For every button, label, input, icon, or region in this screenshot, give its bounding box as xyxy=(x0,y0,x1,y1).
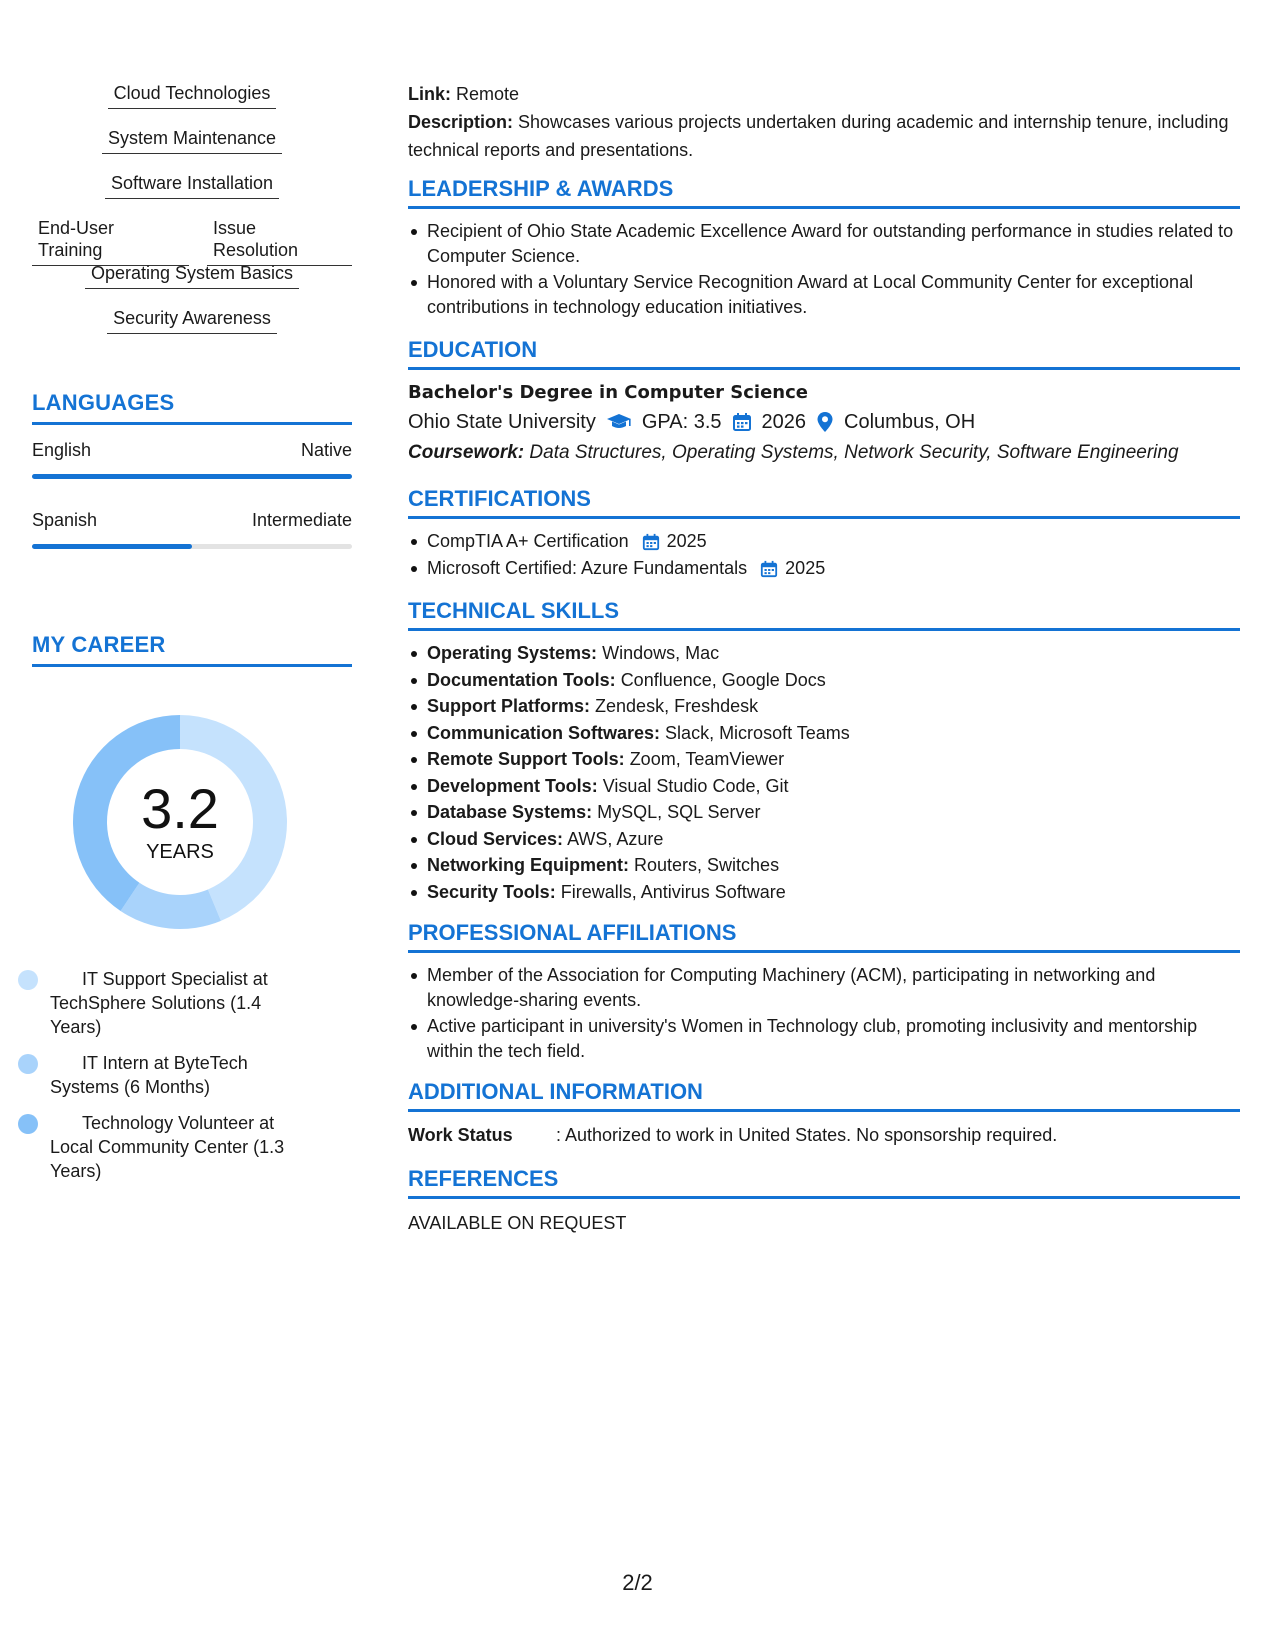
skill-value: Firewalls, Antivirus Software xyxy=(560,881,786,902)
list-item: Recipient of Ohio State Academic Excellence Award for outstanding performance in studies related to Computer Science. xyxy=(408,219,1240,268)
project-link-value: Remote xyxy=(456,84,520,104)
certifications-list xyxy=(408,529,1240,580)
skill-label: Documentation Tools: xyxy=(427,669,616,690)
education-coursework xyxy=(408,438,1240,468)
skill-tag: Software Installation xyxy=(105,168,279,199)
work-status xyxy=(408,1122,1240,1148)
project-link xyxy=(408,80,1240,108)
project-link-label: Link: xyxy=(408,84,451,104)
technical-skills-title: TECHNICAL SKILLS xyxy=(408,598,1240,631)
skill-label: Development Tools: xyxy=(427,775,598,796)
skill-tag: System Maintenance xyxy=(102,123,282,154)
education-title: EDUCATION xyxy=(408,337,1240,370)
coursework-label: Coursework: xyxy=(408,442,525,463)
skill-row xyxy=(32,123,352,168)
skill-tag: Issue Resolution xyxy=(207,213,352,266)
career-legend-item xyxy=(50,1051,292,1099)
graduation-cap-icon xyxy=(606,412,632,432)
certifications-title: CERTIFICATIONS xyxy=(408,486,1240,519)
list-item xyxy=(408,721,1240,746)
skill-value: Zendesk, Freshdesk xyxy=(595,696,759,716)
career-legend xyxy=(32,967,292,1183)
list-item xyxy=(408,529,1240,554)
list-item: Member of the Association for Computing Machinery (ACM), participating in networking and knowledge-sharing events. xyxy=(408,963,1240,1012)
skill-row xyxy=(32,78,352,123)
list-item xyxy=(408,880,1240,905)
skill-tags xyxy=(32,78,352,348)
education-degree: Bachelor's Degree in Computer Science xyxy=(408,382,808,403)
career-total-years: 3.2 xyxy=(141,776,219,840)
language-item xyxy=(32,509,352,549)
skill-value: Windows, Mac xyxy=(602,643,720,663)
language-name: Spanish xyxy=(32,510,98,530)
career-label: IT Support Specialist at TechSphere Solutions (1.4 Years) xyxy=(50,969,268,1037)
skill-tag: Cloud Technologies xyxy=(108,78,277,109)
languages-title: LANGUAGES xyxy=(32,390,352,425)
skill-label: Support Platforms: xyxy=(427,696,591,716)
skill-label: Security Tools: xyxy=(427,881,556,902)
references-title: REFERENCES xyxy=(408,1166,1240,1199)
language-bar xyxy=(32,474,352,479)
project-desc-value: Showcases various projects undertaken during academic and internship tenure, including technical reports and presentations. xyxy=(408,112,1229,160)
cert-year: 2025 xyxy=(785,557,826,578)
work-status-label: Work Status xyxy=(408,1125,513,1145)
career-label: IT Intern at ByteTech Systems (6 Months) xyxy=(50,1053,248,1097)
language-bar xyxy=(32,544,352,549)
languages-section xyxy=(32,390,352,549)
skill-row xyxy=(32,303,352,348)
skill-tag: Security Awareness xyxy=(107,303,277,334)
skill-value: Slack, Microsoft Teams xyxy=(665,722,850,743)
legend-dot-icon xyxy=(18,1114,38,1134)
technical-skills-list xyxy=(408,641,1240,904)
project-desc-label: Description: xyxy=(408,112,514,132)
skill-tag: End-User Training xyxy=(32,213,189,266)
language-bar-fill xyxy=(32,474,352,479)
career-donut-chart xyxy=(65,707,295,937)
donut-center xyxy=(65,707,295,937)
language-bar-fill xyxy=(32,544,192,549)
skill-value: Visual Studio Code, Git xyxy=(602,775,789,796)
skill-label: Database Systems: xyxy=(427,802,593,822)
list-item xyxy=(408,556,1240,581)
map-pin-icon xyxy=(816,411,834,433)
calendar-icon xyxy=(760,560,778,578)
calendar-icon xyxy=(642,533,660,551)
cert-year: 2025 xyxy=(666,531,707,551)
skill-value: Zoom, TeamViewer xyxy=(629,749,785,769)
skill-label: Communication Softwares: xyxy=(427,722,661,743)
list-item xyxy=(408,853,1240,878)
legend-dot-icon xyxy=(18,1054,38,1074)
education-school: Ohio State University xyxy=(408,411,596,433)
left-column xyxy=(32,78,352,1181)
list-item: Honored with a Voluntary Service Recognition Award at Local Community Center for exceptional contributions in technology education initiatives. xyxy=(408,270,1240,319)
skill-value: Confluence, Google Docs xyxy=(620,669,826,690)
legend-dot-icon xyxy=(18,970,38,990)
education-details xyxy=(408,406,1240,438)
skill-value: MySQL, SQL Server xyxy=(597,802,761,822)
skill-row xyxy=(32,213,352,258)
skill-tag: Operating System Basics xyxy=(85,258,299,289)
leadership-title: LEADERSHIP & AWARDS xyxy=(408,176,1240,209)
career-years-unit: YEARS xyxy=(146,840,214,863)
language-item xyxy=(32,439,352,479)
list-item xyxy=(408,747,1240,772)
list-item xyxy=(408,800,1240,825)
affiliations-list xyxy=(408,963,1240,1063)
education-location: Columbus, OH xyxy=(844,411,976,433)
career-section xyxy=(32,632,352,1195)
calendar-icon xyxy=(732,412,752,432)
list-item xyxy=(408,827,1240,852)
list-item: Active participant in university's Women in Technology club, promoting inclusivity and mentorship within the tech field. xyxy=(408,1014,1240,1063)
skill-label: Cloud Services: xyxy=(427,828,564,849)
skill-label: Networking Equipment: xyxy=(427,855,629,875)
coursework-value: Data Structures, Operating Systems, Network Security, Software Engineering xyxy=(529,442,1179,463)
additional-info-title: ADDITIONAL INFORMATION xyxy=(408,1079,1240,1112)
education-year: 2026 xyxy=(761,411,807,433)
skill-value: Routers, Switches xyxy=(634,855,780,875)
skill-label: Operating Systems: xyxy=(427,643,598,663)
list-item xyxy=(408,774,1240,799)
career-title: MY CAREER xyxy=(32,632,352,667)
work-status-value: : Authorized to work in United States. No sponsorship required. xyxy=(556,1125,1058,1145)
list-item xyxy=(408,641,1240,666)
career-legend-item xyxy=(50,967,292,1039)
references-text: AVAILABLE ON REQUEST xyxy=(408,1213,627,1233)
leadership-list xyxy=(408,219,1240,319)
project-description xyxy=(408,108,1240,164)
skill-row xyxy=(32,168,352,213)
list-item xyxy=(408,694,1240,719)
cert-name: CompTIA A+ Certification xyxy=(427,531,629,551)
career-label: Technology Volunteer at Local Community Center (1.3 Years) xyxy=(50,1113,285,1181)
career-legend-item xyxy=(50,1111,292,1183)
affiliations-title: PROFESSIONAL AFFILIATIONS xyxy=(408,920,1240,953)
language-name: English xyxy=(32,440,92,460)
list-item xyxy=(408,668,1240,693)
skill-label: Remote Support Tools: xyxy=(427,749,625,769)
right-column xyxy=(408,80,1240,1237)
cert-name: Microsoft Certified: Azure Fundamentals xyxy=(427,557,748,578)
page-number: 2/2 xyxy=(622,1570,653,1595)
language-level: Intermediate xyxy=(251,510,352,530)
education-gpa: GPA: 3.5 xyxy=(641,411,722,433)
language-level: Native xyxy=(300,440,352,460)
skill-value: AWS, Azure xyxy=(567,828,664,849)
